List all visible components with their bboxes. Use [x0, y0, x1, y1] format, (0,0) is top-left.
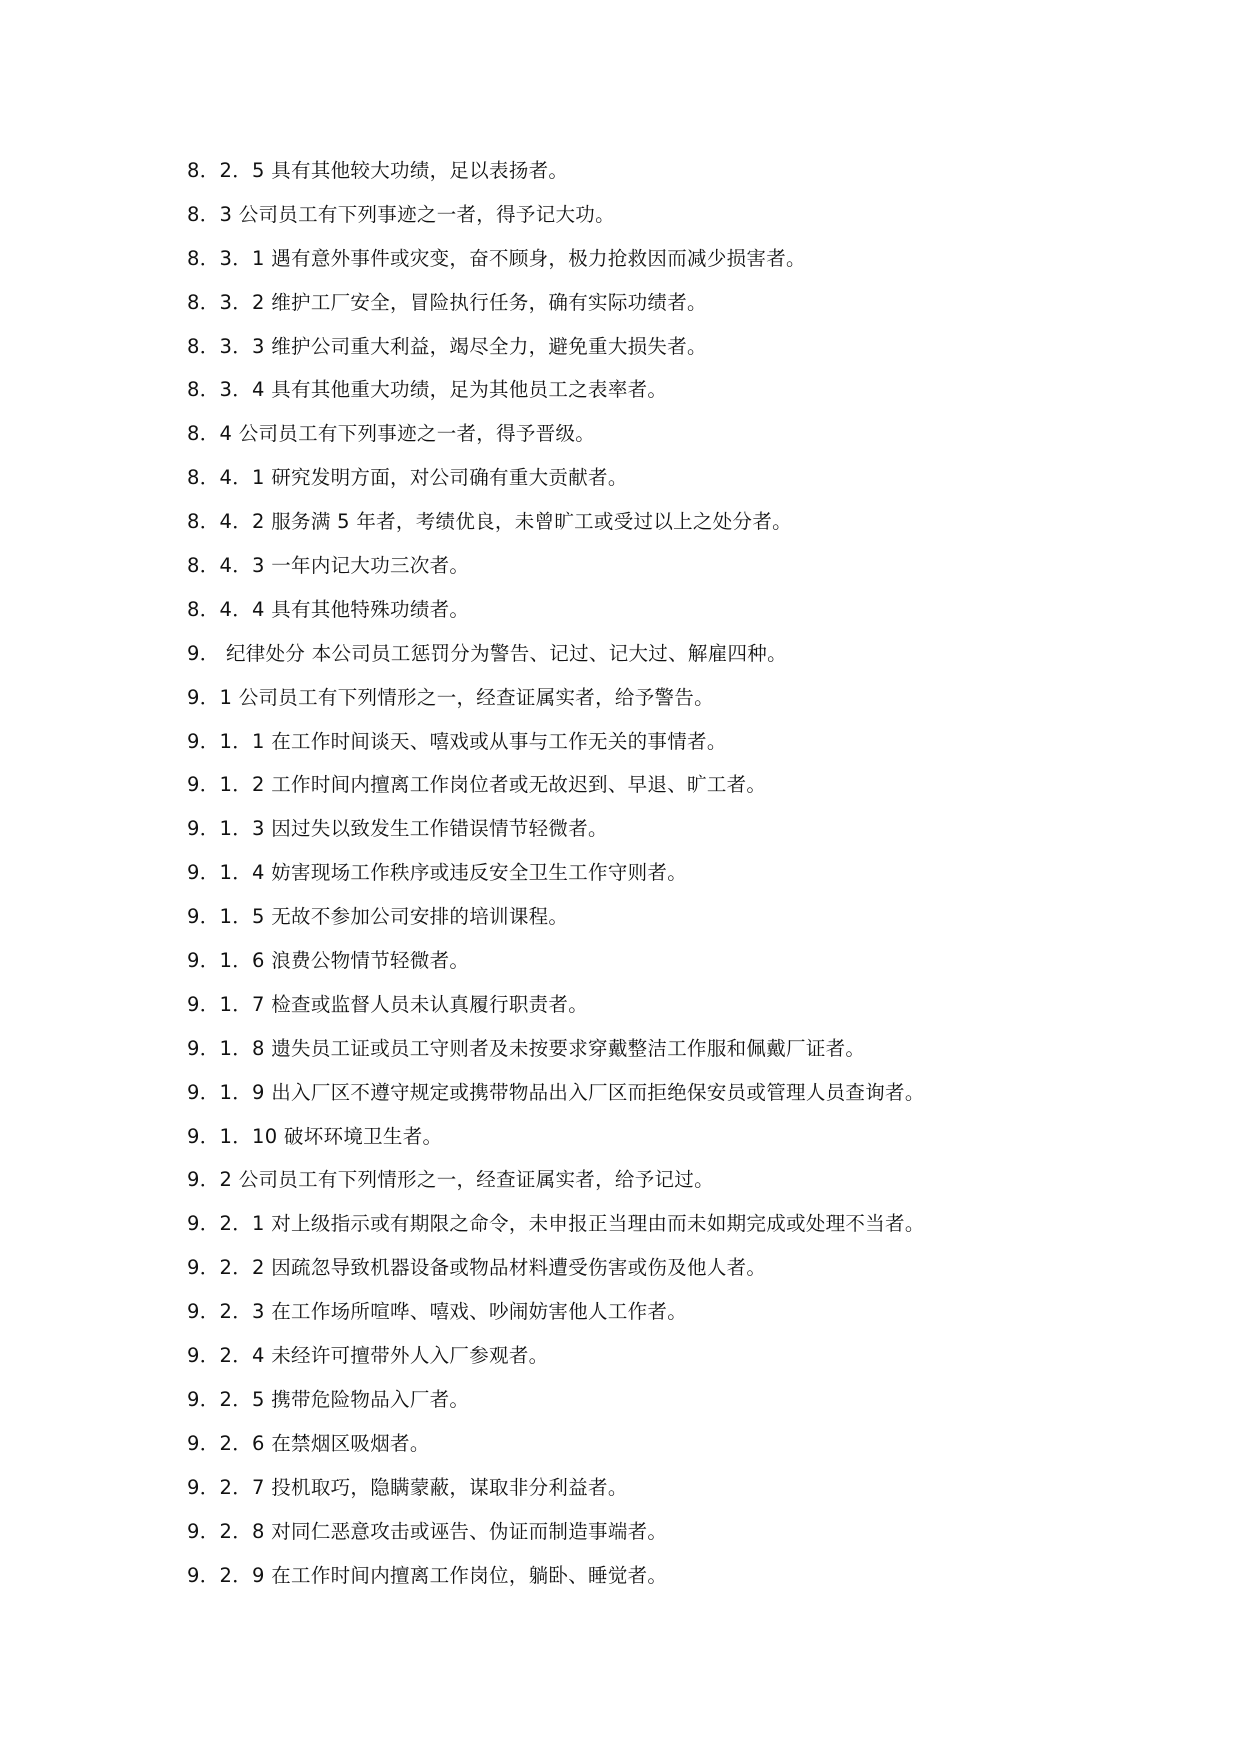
text-line: 9．2．3 在工作场所喧哗、嘻戏、吵闹妨害他人工作者。 [187, 1300, 688, 1324]
text-line: 9． 纪律处分 本公司员工惩罚分为警告、记过、记大过、解雇四种。 [187, 641, 787, 665]
text-line: 9．1．9 出入厂区不遵守规定或携带物品出入厂区而拒绝保安员或管理人员查询者。 [187, 1080, 925, 1104]
text-line: 9．2．7 投机取巧，隐瞒蒙蔽，谋取非分利益者。 [187, 1475, 628, 1499]
text-line: 9．2．2 因疏忽导致机器设备或物品材料遭受伤害或伤及他人者。 [187, 1256, 767, 1280]
text-line: 9．1．8 遗失员工证或员工守则者及未按要求穿戴整洁工作服和佩戴厂证者。 [187, 1036, 866, 1060]
text-line: 9．1．10 破坏环境卫生者。 [187, 1124, 443, 1148]
text-line: 9．1．3 因过失以致发生工作错误情节轻微者。 [187, 817, 608, 841]
text-line: 8．4．4 具有其他特殊功绩者。 [187, 597, 470, 621]
text-line: 9．2．1 对上级指示或有期限之命令，未申报正当理由而未如期完成或处理不当者。 [187, 1212, 925, 1236]
text-line: 8．4．3 一年内记大功三次者。 [187, 554, 470, 578]
text-line: 9．2 公司员工有下列情形之一，经查证属实者，给予记过。 [187, 1168, 714, 1192]
text-line: 8．4．2 服务满 5 年者，考绩优良，未曾旷工或受过以上之处分者。 [187, 510, 792, 534]
text-line: 8．3．1 遇有意外事件或灾变，奋不顾身，极力抢救因而减少损害者。 [187, 246, 806, 270]
text-line: 9．1．7 检查或监督人员未认真履行职责者。 [187, 992, 589, 1016]
text-line: 9．2．5 携带危险物品入厂者。 [187, 1387, 470, 1411]
text-line: 8．3．2 维护工厂安全，冒险执行任务，确有实际功绩者。 [187, 290, 707, 314]
text-line: 9．2．4 未经许可擅带外人入厂参观者。 [187, 1344, 549, 1368]
text-line: 9．2．8 对同仁恶意攻击或诬告、伪证而制造事端者。 [187, 1519, 668, 1543]
document-body [187, 158, 1187, 1606]
text-line: 9．1．5 无故不参加公司安排的培训课程。 [187, 905, 569, 929]
text-line: 8．4．1 研究发明方面，对公司确有重大贡献者。 [187, 466, 628, 490]
text-line: 9．1．2 工作时间内擅离工作岗位者或无故迟到、早退、旷工者。 [187, 773, 767, 797]
text-line: 8．3．4 具有其他重大功绩，足为其他员工之表率者。 [187, 378, 668, 402]
text-line: 9．1．1 在工作时间谈天、嘻戏或从事与工作无关的事情者。 [187, 729, 727, 753]
text-line: 9．2．9 在工作时间内擅离工作岗位，躺卧、睡觉者。 [187, 1563, 668, 1587]
text-line: 9．1．4 妨害现场工作秩序或违反安全卫生工作守则者。 [187, 861, 688, 885]
text-line: 8．4 公司员工有下列事迹之一者，得予晋级。 [187, 422, 596, 446]
text-line: 8．2．5 具有其他较大功绩，足以表扬者。 [187, 159, 569, 182]
text-line: 8．3．3 维护公司重大利益，竭尽全力，避免重大损失者。 [187, 334, 707, 358]
text-line: 9．1 公司员工有下列情形之一，经查证属实者，给予警告。 [187, 685, 714, 709]
text-line: 9．1．6 浪费公物情节轻微者。 [187, 949, 470, 973]
text-line: 9．2．6 在禁烟区吸烟者。 [187, 1431, 430, 1455]
text-line: 8．3 公司员工有下列事迹之一者，得予记大功。 [187, 202, 615, 226]
